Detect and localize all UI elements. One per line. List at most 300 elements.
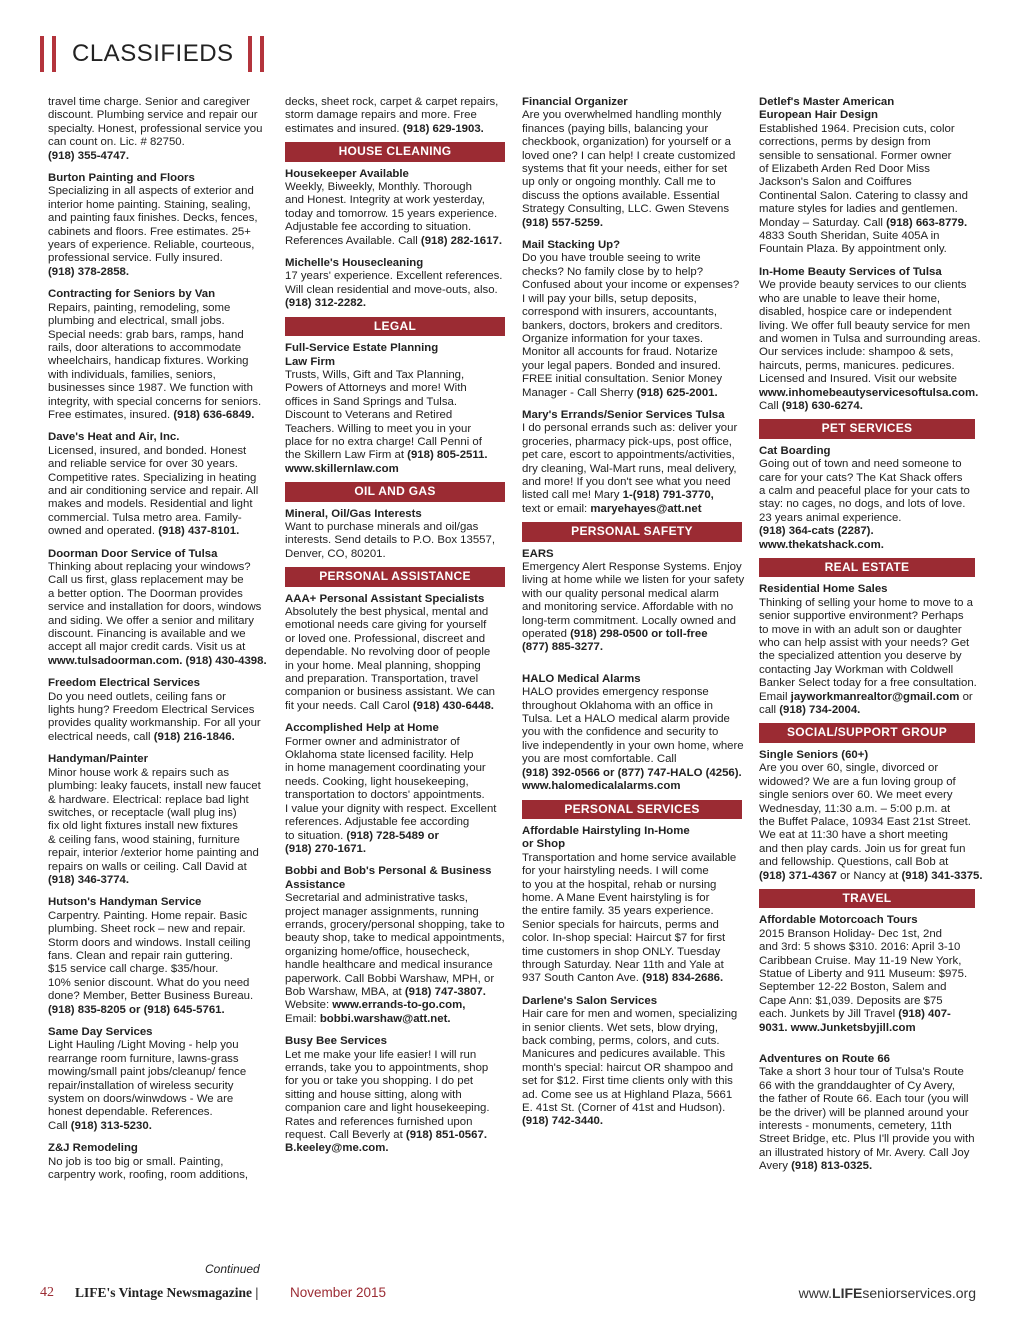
listing-text: mowing/small paint jobs/cleanup/ fence — [48, 1066, 247, 1079]
column-1 — [48, 96, 268, 1182]
listing-text: Want to purchase minerals and oil/gas — [285, 520, 479, 533]
listing-text: rearrange room furniture, lawns-grass — [48, 1052, 239, 1065]
listing-title: Same Day Services — [48, 1026, 153, 1038]
listing-text: bankers, doctors, brokers and creditors. — [522, 319, 723, 332]
listing-line — [48, 525, 268, 538]
listing-title: Adventures on Route 66 — [759, 1053, 891, 1065]
listing-text: emotional needs care giving for yourself — [285, 619, 487, 632]
listing-text: I do personal errands such as: deliver your — [522, 422, 738, 435]
listing-text: I value your dignity with respect. Excellent — [285, 802, 497, 815]
line-text: or Nancy at — [836, 869, 902, 882]
listing-text: set for $12. First time clients only with this — [522, 1075, 733, 1088]
listing-text: and 3rd: 5 shows $310. 2016: April 3-10 — [759, 941, 961, 954]
line-text: Website: — [285, 999, 333, 1012]
spacer — [48, 422, 268, 431]
listing-text: makes and models. Residential and light — [48, 498, 253, 511]
listing-text: in senior clients. Wet sets, blow drying, — [522, 1021, 719, 1034]
listing-text: Manicures and pedicures available. This — [522, 1048, 726, 1061]
listing-text: Fountain Plaza. By appointment only. — [759, 243, 947, 256]
listing-text: Strategy Consulting, LLC. Gwen Stevens — [522, 203, 730, 216]
listing-text: Denver, CO, 80201. — [285, 547, 386, 560]
listing-line — [285, 830, 505, 843]
line-text: listed call me! Mary — [522, 489, 623, 502]
spacer — [522, 655, 742, 664]
contact-info: (918) 663-8779. — [886, 216, 968, 229]
listing-title: Affordable Motorcoach Tours — [759, 914, 918, 927]
listing-text: and siding. We offer a senior and military — [48, 614, 254, 627]
line-text: fit your needs. Call Carol — [285, 699, 413, 712]
listing-text: No job is too big or small. Painting, — [48, 1155, 224, 1168]
listing-line — [285, 999, 505, 1012]
continued-label: Continued — [205, 1262, 260, 1276]
contact-info: (918) 805-2511. — [407, 449, 488, 462]
listing-line — [759, 704, 975, 717]
listing-text: Are you over 60, single, divorced or — [759, 762, 939, 775]
listing-text: 2015 Branson Holiday- Dec 1st, 2nd — [759, 927, 942, 940]
line-text: call — [759, 704, 780, 717]
listing-text: 4833 South Sheridan, Suite 405A in — [759, 230, 940, 243]
listing-text: Powers of Attorneys and more! With — [285, 382, 467, 395]
listing-text: who are unable to leave their home, — [759, 292, 941, 305]
contact-info: (918) 392-0566 or (877) 747-HALO (4256). — [522, 766, 742, 779]
listing-text: time customers in shop ONLY. Tuesday — [522, 945, 721, 958]
listing-text: 10% senior discount. What do you need — [48, 976, 250, 989]
listing-text: and painting faux finishes. Decks, fences, — [48, 212, 258, 225]
listing-text: interior home painting. Staining, sealing, — [48, 198, 251, 211]
listing-text: loved one? I can help! I create customized — [522, 149, 736, 162]
listing-text: Our services include: shampoo & sets, — [759, 346, 954, 359]
listing-text: Special needs: grab bars, ramps, hand — [48, 328, 244, 341]
website-link[interactable] — [799, 1285, 976, 1301]
spacer — [759, 257, 975, 266]
section-header: REAL ESTATE — [759, 558, 975, 577]
listing-line — [759, 217, 975, 230]
listing-text: and women in Tulsa and surrounding areas. — [759, 332, 981, 345]
listing-text: in home management coordinating your — [285, 762, 486, 775]
listing-text: mature styles for ladies and gentlemen. — [759, 203, 958, 216]
section-header: LEGAL — [285, 317, 505, 336]
line-text: text or email: — [522, 502, 591, 515]
listing-text: or loved one. Professional, discreet and — [285, 632, 486, 645]
contact-info: (918) 835-8205 or (918) 645-5761. — [48, 1003, 225, 1016]
listing-text: FREE initial consultation. Senior Money — [522, 373, 723, 386]
listing-text: beauty shop, take to medical appointments, — [285, 932, 505, 945]
listing-text: service and installation for doors, windows — [48, 601, 262, 614]
listing-text: and fellowship. Questions, call Bob at — [759, 856, 949, 869]
listing-line — [759, 400, 975, 413]
listing-title: Cat Boarding — [759, 444, 831, 457]
listing-text: Street Bridge, etc. Plus I'll provide you with — [759, 1133, 975, 1146]
contact-info: bobbi.warshaw@att.net. — [319, 1012, 451, 1025]
listing-text: storm damage repairs and more. Free — [285, 109, 477, 122]
spacer — [48, 539, 268, 548]
listing-text: throughout Oklahoma with an office in — [522, 699, 714, 712]
listing-text: specialty. Honest, professional service you — [48, 122, 263, 135]
line-text: each. Junkets by Jill Travel — [759, 1008, 899, 1021]
listing-title: Bobbi and Bob's Personal & Business — [285, 865, 492, 878]
listing-text: Call us first, glass replacement may be — [48, 574, 244, 587]
listing-text: HALO provides emergency response — [522, 686, 709, 699]
listing-text: Rates and references furnished upon — [285, 1115, 473, 1128]
listing-text: of Elizabeth Arden Red Door Miss — [759, 163, 930, 176]
listing-text: We provide beauty services to our clients — [759, 279, 967, 292]
listing-text: Storm doors and windows. Install ceiling — [48, 936, 251, 949]
listing-line — [285, 449, 505, 462]
listing-text: dry cleaning, Wal-Mart runs, meal delivery, — [522, 462, 737, 475]
listing-title: Mary's Errands/Senior Services Tulsa — [522, 408, 725, 421]
listing-text: repair/installation of wireless security — [48, 1079, 234, 1092]
contact-info: (918) 742-3440. — [522, 1115, 604, 1128]
listing-title: Accomplished Help at Home — [285, 722, 439, 735]
contact-info: (918) 747-3807. — [404, 985, 486, 998]
listing-title: or Shop — [522, 838, 566, 851]
contact-info: (918) 557-5259. — [522, 216, 604, 229]
listing-line — [285, 235, 505, 248]
listing-text: and Honest. Integrity at work yesterday, — [285, 194, 485, 207]
listing-text: systems that fit your needs, either for set — [522, 163, 728, 176]
line-text: Call — [759, 399, 782, 412]
listing-line — [48, 731, 268, 744]
listing-text: Do you have trouble seeing to write — [522, 252, 701, 265]
listing-text: and more! If you don't see what you need — [522, 475, 731, 488]
contact-info: 9031. www.Junketsbyjill.com — [759, 1021, 916, 1034]
spacer — [48, 1017, 268, 1026]
listing-text: with individuals, families, seniors, — [48, 368, 216, 381]
line-text: or — [959, 690, 973, 703]
listing-text: Take a short 3 hour tour of Tulsa's Route — [759, 1066, 964, 1079]
listing-text: in your home. Meal planning, shopping — [285, 659, 481, 672]
listing-text: done? Member, Better Business Bureau. — [48, 990, 254, 1003]
contact-info: (918) 437-8101. — [158, 525, 240, 538]
line-text: operated — [522, 628, 571, 641]
listing-text: fans. Clean and repair rain guttering. — [48, 949, 233, 962]
site-suffix: seniorservices.org — [862, 1285, 976, 1301]
listing-title: Affordable Hairstyling In-Home — [522, 824, 690, 837]
listing-title: Housekeeper Available — [285, 167, 409, 180]
listing-text: travel time charge. Senior and caregiver — [48, 96, 250, 108]
listing-text: Caribbean Cruise. May 11-19 New York, — [759, 954, 962, 967]
listing-title: Full-Service Estate Planning — [285, 342, 439, 355]
contact-info: (918) 378-2858. — [48, 265, 130, 278]
section-header: PERSONAL SAFETY — [522, 522, 742, 541]
listing-text: wheelchairs, handicap fixtures. Working — [48, 355, 249, 368]
listing-text: for your hairstyling needs. I will come — [522, 865, 709, 878]
listing-text: Secretarial and administrative tasks, — [285, 892, 468, 905]
listing-title: Financial Organizer — [522, 96, 628, 108]
listing-text: for you or take you shopping. I do pet — [285, 1075, 474, 1088]
listing-text: Let me make your life easier! I will run — [285, 1048, 477, 1061]
line-text: the Skillern Law Firm at — [285, 449, 408, 462]
listing-text: September 12-22 Boston, Salem and — [759, 981, 947, 994]
listing-text: dependable. No revolving door of people — [285, 646, 491, 659]
listing-text: single seniors over 60. We meet every — [759, 789, 953, 802]
listing-text: repair, interior /exterior home painting and — [48, 847, 259, 860]
listing-text: the Buffet Palace, 10934 East 21st Street. — [759, 815, 971, 828]
listing-text: can count on. Lic. # 82750. — [48, 136, 185, 149]
line-text: Email — [759, 690, 791, 703]
listing-title: Residential Home Sales — [759, 583, 888, 596]
contact-info: (918) 371-4367 — [759, 869, 837, 882]
listing-text: errands, take you to appointments, shop — [285, 1062, 489, 1074]
listing-title: Handyman/Painter — [48, 753, 149, 766]
listing-text: Are you overwhelmed handling monthly — [522, 109, 722, 122]
line-text: Bob Warshaw, MBA, at — [285, 985, 405, 998]
listing-text: Carpentry. Painting. Home repair. Basic — [48, 909, 248, 922]
listing-text: I will pay your bills, setup deposits, — [522, 292, 697, 305]
contact-info: (918) 851-0567. — [405, 1129, 487, 1142]
contact-info: www.tulsadoorman.com. (918) 430-4398. — [48, 654, 267, 667]
line-text: estimates and insured. — [285, 122, 403, 135]
section-header: TRAVEL — [759, 889, 975, 908]
listing-text: companion care and light housekeeping. — [285, 1102, 490, 1115]
listing-text: Jackson's Salon and Coiffures — [759, 176, 912, 189]
listing-text: organizing home/office, housecheck, — [285, 945, 470, 958]
contact-info: www.thekatshack.com. — [759, 538, 884, 551]
line-text: Email: — [285, 1012, 320, 1025]
line-text: Monday – Saturday. Call — [759, 216, 887, 229]
listing-title: Freedom Electrical Services — [48, 677, 200, 690]
listing-line — [759, 691, 975, 704]
header-bar-right-2 — [260, 36, 264, 72]
line-text: owned and operated. — [48, 525, 159, 538]
listing-text: needs. Cooking, light housekeeping, — [285, 775, 469, 788]
listing-text: groceries, pharmacy pick-ups, post office, — [522, 435, 732, 448]
listing-text: companion or business assistant. We can — [285, 686, 495, 699]
listing-line — [759, 1160, 975, 1173]
listing-text: Light Hauling /Light Moving - help you — [48, 1039, 239, 1052]
listing-text: discuss the options available. Essential — [522, 189, 720, 202]
listing-text: place for no extra charge! Call Penni of — [285, 435, 482, 448]
listing-text: switches, or receptacle (wall plug ins) — [48, 806, 237, 819]
listing-text: We eat at 11:30 have a short meeting — [759, 829, 948, 842]
listing-text: Weekly, Biweekly, Monthly. Thorough — [285, 181, 472, 194]
listing-text: plumbing: leaky faucets, install new faucet — [48, 780, 261, 793]
contact-info: (918) 270-1671. — [285, 842, 367, 855]
spacer — [522, 230, 742, 239]
listing-text: Specializing in all aspects of exterior and — [48, 185, 254, 198]
listing-text: Confused about your income or expenses? — [522, 279, 740, 292]
column-2 — [285, 96, 505, 1156]
listing-text: and monitoring service. Affordable with no — [522, 601, 734, 614]
listing-line — [522, 628, 742, 641]
listing-title: Contracting for Seniors by Van — [48, 288, 216, 301]
listing-line — [285, 1129, 505, 1142]
column-4 — [759, 96, 983, 1174]
spacer — [285, 1026, 505, 1035]
listing-text: discount. Financing is available and we — [48, 628, 246, 641]
footer-separator: | — [255, 1285, 259, 1300]
listing-text: an illustrated history of Mr. Avery. Call Joy — [759, 1146, 970, 1159]
listing-text: checkbook, organization) for yourself or a — [522, 136, 731, 149]
section-header: HOUSE CLEANING — [285, 142, 505, 161]
listing-text: fix old light fixtures install new fixtures — [48, 820, 238, 833]
header-bar-right — [248, 36, 252, 72]
listing-text: Oklahoma state licensed facility. Help — [285, 749, 474, 762]
listing-text: and reliable service for over 30 years. — [48, 458, 238, 471]
listing-text: Licensed, insured, and bonded. Honest — [48, 444, 247, 457]
contact-info: (918) 298-0500 or toll-free — [570, 628, 708, 641]
listing-text: integrity, with special concerns for seniors. — [48, 395, 262, 408]
section-header: PET SERVICES — [759, 419, 975, 438]
listing-text: Discount to Veterans and Retired — [285, 409, 453, 422]
listing-text: Will clean residential and move-outs, also. — [285, 283, 498, 296]
contact-info: (918) 313-5230. — [70, 1119, 152, 1132]
listing-text: plumbing. Sheet rock – new and repair. — [48, 923, 246, 936]
listing-line — [522, 387, 742, 400]
listing-text: contacting Jay Workman with Coldwell — [759, 663, 954, 676]
contact-info: (918) 355-4747. — [48, 149, 130, 162]
listing-text: handle healthcare and medical insurance — [285, 959, 493, 972]
line-text: Manager - Call Sherry — [522, 386, 637, 399]
listing-text: provides quality workmanship. For all your — [48, 717, 261, 730]
listing-title: In-Home Beauty Services of Tulsa — [759, 265, 942, 278]
contact-info: (918) 728-5489 or — [346, 829, 439, 842]
contact-info: 1-(918) 791-3770, — [622, 489, 714, 502]
listing-title: HALO Medical Alarms — [522, 672, 641, 685]
listing-text: Absolutely the best physical, mental and — [285, 606, 489, 618]
listing-text: and air conditioning service and repair. All — [48, 484, 259, 497]
listing-text: plumbing and electrical, small jobs. — [48, 315, 225, 328]
listing-text: Minor house work & repairs such as — [48, 766, 230, 779]
listing-text: Continental Salon. Catering to classy and — [759, 189, 968, 202]
listing-text: references. Adjustable fee according — [285, 816, 470, 829]
listing-text: accept all major credit cards. Visit us at — [48, 641, 246, 654]
listing-line — [522, 503, 742, 516]
listing-text: Competitive rates. Specializing in heating — [48, 471, 257, 484]
listing-text: & hardware. Electrical: replace bad light — [48, 793, 249, 806]
line-text: Free estimates, insured. — [48, 408, 174, 421]
contact-info: (918) 407- — [898, 1008, 951, 1021]
listing-title: Law Firm — [285, 355, 336, 368]
listing-text: finances (paying bills, balancing your — [522, 122, 709, 135]
section-header: PERSONAL ASSISTANCE — [285, 567, 505, 586]
listing-title: Single Seniors (60+) — [759, 748, 869, 761]
listing-text: Repairs, painting, remodeling, some — [48, 301, 231, 314]
contact-info: (918) 834-2686. — [642, 972, 724, 985]
listing-text: Cape Ann: $1,039. Deposits are $75 — [759, 994, 943, 1007]
listing-title: EARS — [522, 547, 554, 560]
contact-info: (877) 885-3277. — [522, 641, 604, 654]
listing-text: 23 years animal experience. — [759, 511, 902, 524]
listing-text: Hair care for men and women, specializing — [522, 1008, 738, 1021]
listing-text: professional service. Fully insured. — [48, 252, 223, 265]
spacer — [522, 986, 742, 995]
publication-title: LIFE's Vintage Newsmagazine — [75, 1285, 252, 1300]
listing-text: you are most comfortable. Call — [522, 753, 677, 766]
spacer — [285, 713, 505, 722]
listing-text: commercial. Tulsa metro area. Family- — [48, 511, 242, 524]
listing-text: month's special: haircut OR shampoo and — [522, 1061, 734, 1074]
listing-line — [48, 1120, 268, 1133]
listing-text: Banker Select today for a free consultation. — [759, 677, 977, 690]
listing-text: be the driver) will be planned around your — [759, 1106, 969, 1119]
listing-title: Doorman Door Service of Tulsa — [48, 547, 218, 560]
spacer — [522, 664, 742, 673]
section-header: PERSONAL SERVICES — [522, 800, 742, 819]
spacer — [48, 279, 268, 288]
line-text: References Available. Call — [285, 234, 421, 247]
listing-line — [48, 409, 268, 422]
listing-text: Transportation and home service available — [522, 851, 737, 864]
listing-text: the entire family. 35 years experience. — [522, 905, 714, 918]
listing-text: decks, sheet rock, carpet & carpet repairs, — [285, 96, 499, 108]
listing-text: carpentry work, roofing, room additions, — [48, 1169, 249, 1182]
listing-text: ad. Come see us at Highland Plaza, 5661 — [522, 1088, 733, 1101]
spacer — [759, 1035, 975, 1044]
contact-info: (918) 625-2001. — [636, 386, 718, 399]
listing-title: Assistance — [285, 878, 346, 891]
listing-text: interests. Send details to P.O. Box 13557, — [285, 534, 496, 547]
listing-text: system on doors/winwdows - We are — [48, 1093, 234, 1106]
listing-title: Hutson's Handyman Service — [48, 896, 202, 909]
listing-line — [522, 972, 742, 985]
listing-text: living. We offer full beauty service for men — [759, 319, 971, 332]
contact-info: (918) 364-cats (2287). — [759, 525, 874, 538]
listing-text: Monitor all accounts for fraud. Notarize — [522, 346, 718, 359]
listing-title: Burton Painting and Floors — [48, 172, 195, 185]
listing-text: to you at the hospital, rehab or nursing — [522, 878, 717, 891]
listing-text: up only or ongoing monthly. Call me to — [522, 176, 716, 189]
listing-text: discount. Plumbing service and repair our — [48, 109, 258, 122]
listing-text: Wednesday, 11:30 a.m. – 5:00 p.m. at — [759, 802, 951, 815]
listing-line — [285, 986, 505, 999]
listing-text: Tulsa. Let a HALO medical alarm provide — [522, 713, 730, 726]
listing-text: to move in with an adult son or daughter — [759, 623, 962, 636]
spacer — [48, 668, 268, 677]
listing-text: sitting and house sitting, along with — [285, 1088, 462, 1101]
site-brand: LIFE — [832, 1285, 863, 1301]
listing-text: Teachers. Willing to meet you in your — [285, 422, 472, 435]
listing-text: back combing, perms, colors, and cuts. — [522, 1035, 720, 1047]
contact-info: (918) 430-6448. — [412, 699, 494, 712]
listing-text: today and tomorrow. 15 years experience. — [285, 207, 498, 220]
listing-text: home. A Mane Event hairstyling is for — [522, 891, 710, 904]
publication-name — [75, 1285, 258, 1301]
contact-info: (918) 216-1846. — [153, 730, 235, 743]
contact-info: www.errands-to-go.com, — [332, 999, 466, 1012]
listing-text: 17 years' experience. Excellent references. — [285, 270, 503, 283]
listing-text: Thinking of selling your home to move to a — [759, 596, 974, 609]
listing-text: Do you need outlets, ceiling fans or — [48, 690, 226, 703]
contact-info: (918) 346-3774. — [48, 873, 130, 886]
listing-title: European Hair Design — [759, 109, 878, 122]
listing-text: a calm and peaceful place for your cats to — [759, 484, 970, 497]
listing-text: a better option. The Doorman provides — [48, 587, 243, 600]
page-footer — [0, 1285, 1024, 1305]
listing-line — [285, 700, 505, 713]
spacer — [759, 1044, 975, 1053]
listing-text: rails, door alterations to accommodate — [48, 341, 242, 354]
listing-text: Thinking about replacing your windows? — [48, 561, 251, 573]
listing-title: Dave's Heat and Air, Inc. — [48, 431, 180, 444]
listing-title: AAA+ Personal Assistant Specialists — [285, 592, 485, 605]
listing-text: businesses since 1987. We function with — [48, 382, 253, 395]
listing-text: and preparation. Transportation, travel — [285, 673, 479, 686]
contact-info: www.skillernlaw.com — [285, 462, 399, 475]
column-3 — [522, 96, 745, 1129]
listing-text: offices in Sand Springs and Tulsa. — [285, 395, 458, 408]
spacer — [285, 856, 505, 865]
listing-text: errands, grocery/personal shopping, take to — [285, 918, 505, 931]
issue-date: November 2015 — [290, 1285, 387, 1300]
section-title: CLASSIFIEDS — [72, 40, 234, 67]
spacer — [48, 744, 268, 753]
listing-text: Statue of Liberty and 911 Museum: $975. — [759, 967, 968, 980]
listing-title: Detlef's Master American — [759, 96, 895, 108]
header-bar-left-2 — [52, 36, 56, 72]
line-text: request. Call Beverly at — [285, 1129, 406, 1142]
listing-text: correspond with insurers, accountants, — [522, 306, 718, 319]
